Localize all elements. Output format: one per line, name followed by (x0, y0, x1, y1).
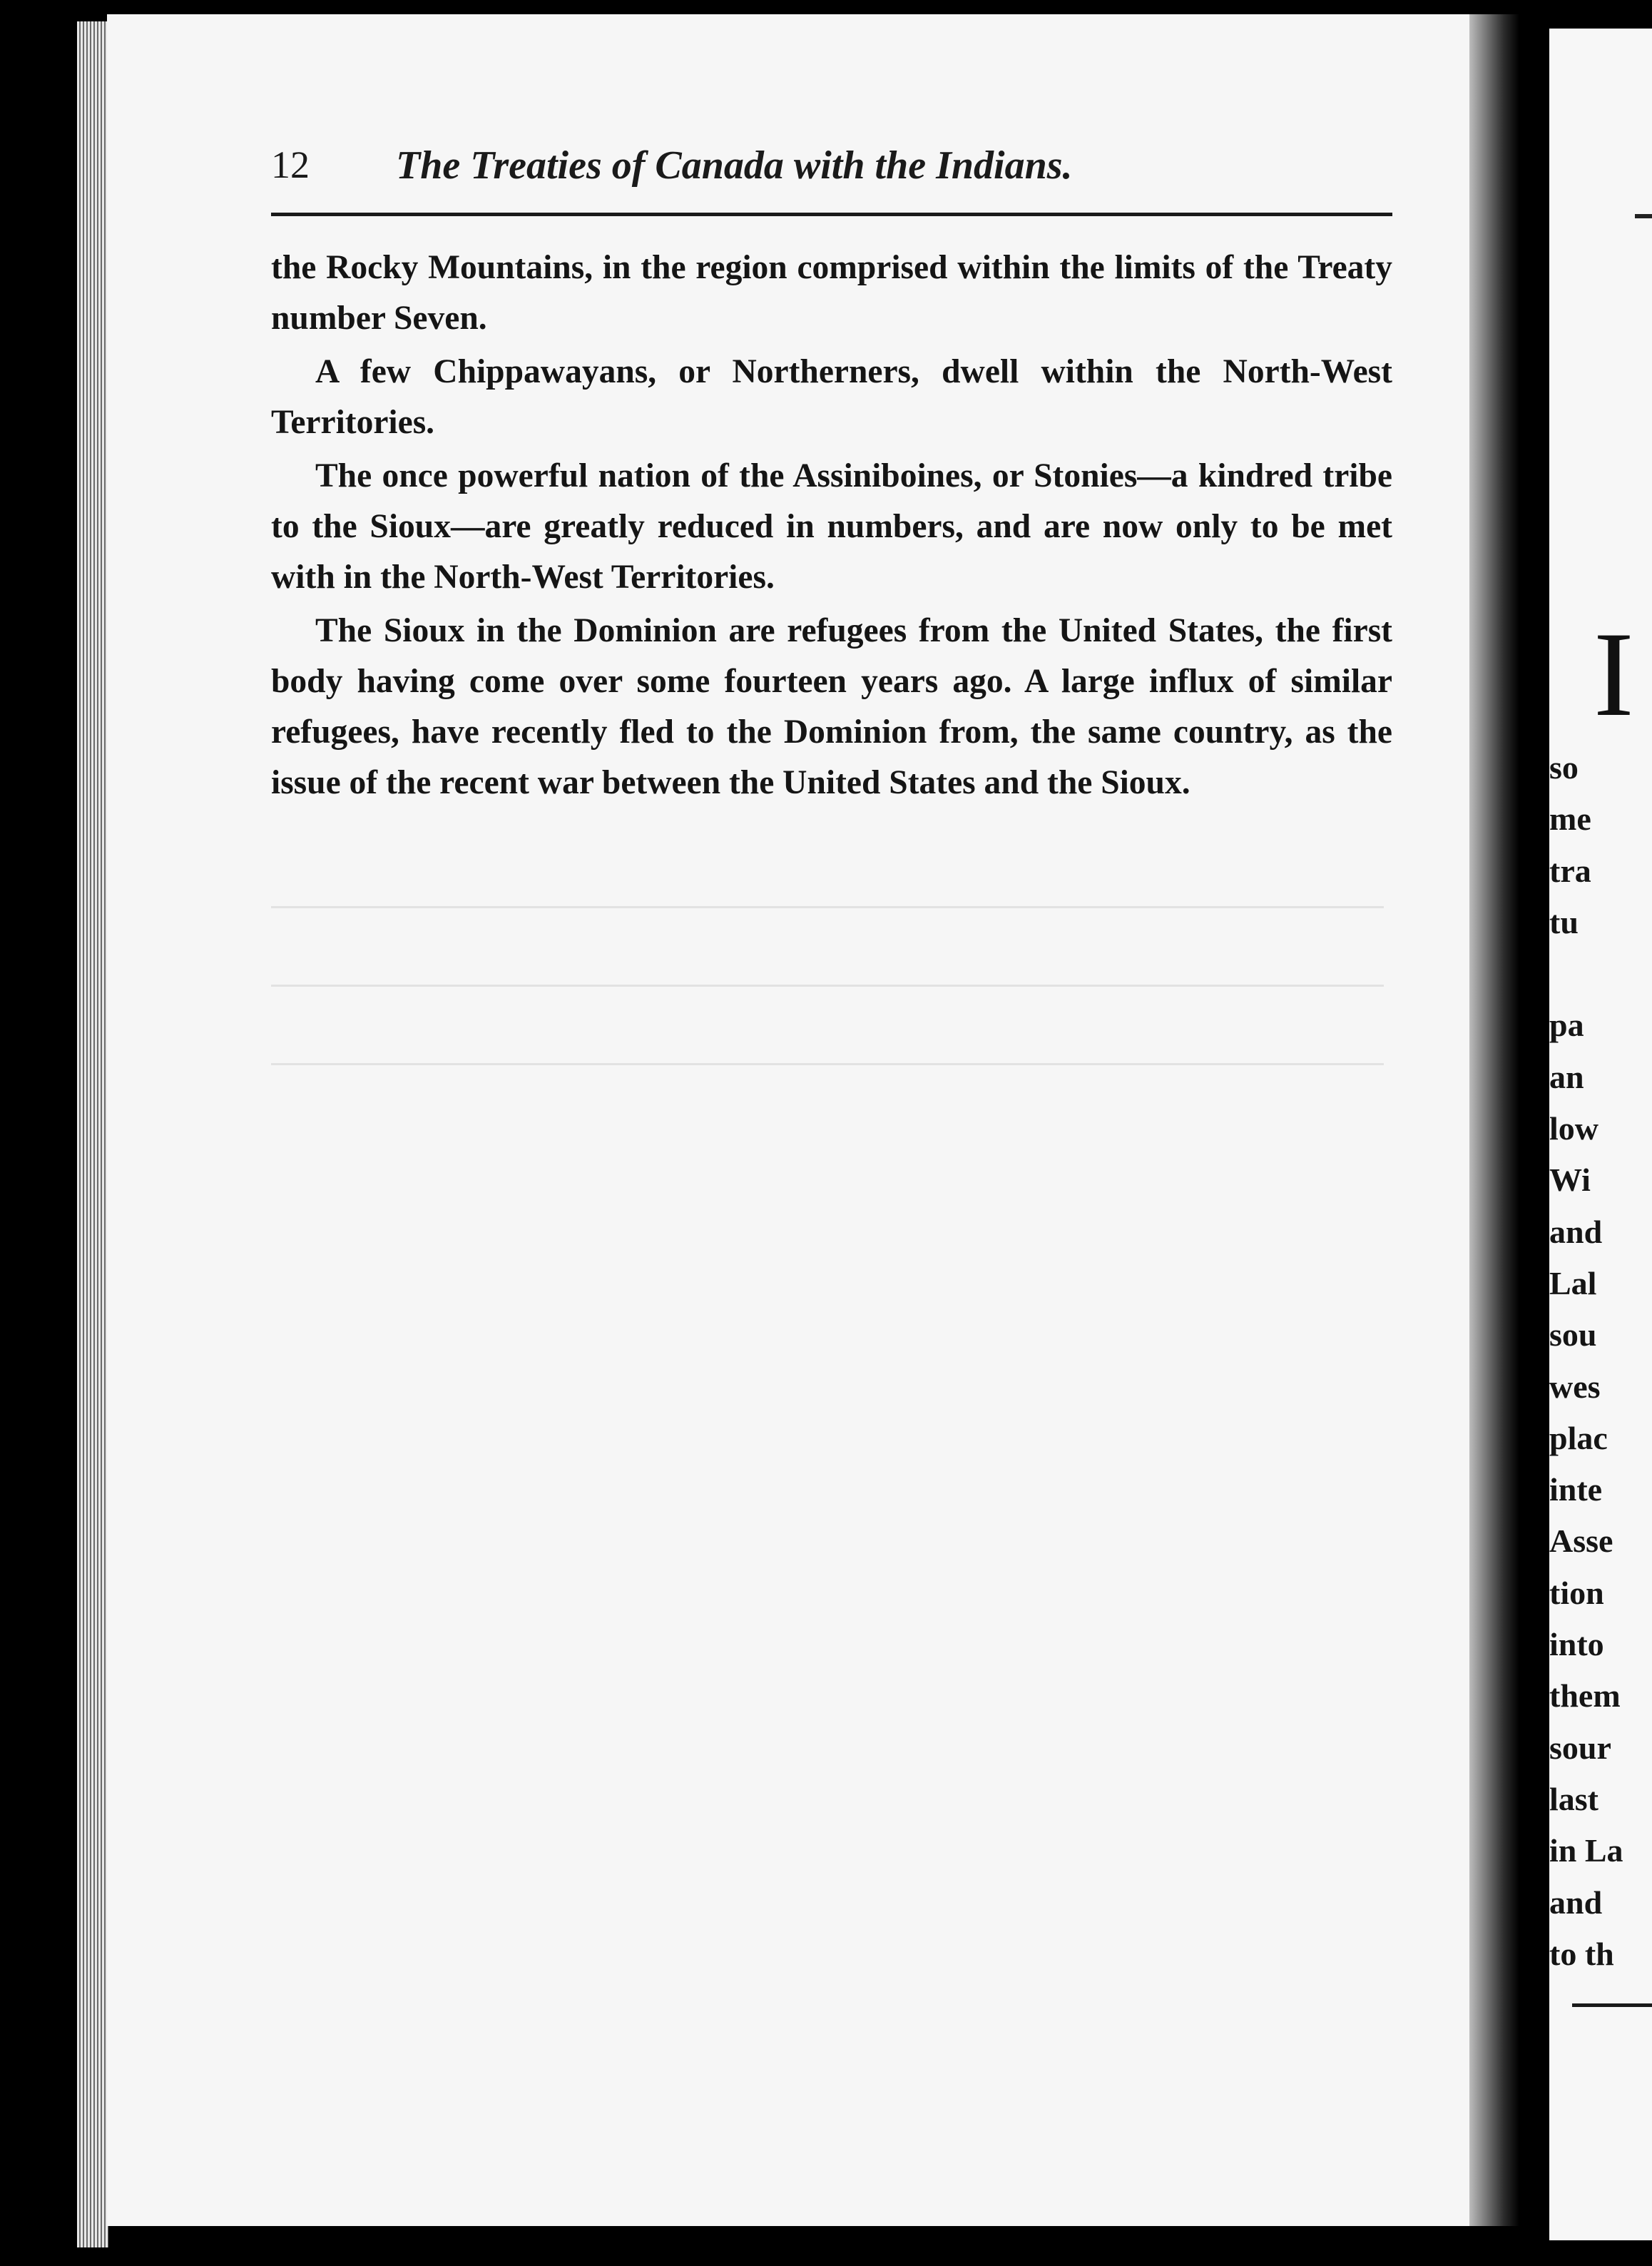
header-rule (271, 213, 1392, 216)
line-fragment: Lal (1549, 1264, 1597, 1301)
line-fragment: and (1549, 1884, 1603, 1921)
running-head: The Treaties of Canada with the Indians. (396, 143, 1073, 188)
line-fragment: tra (1549, 852, 1591, 889)
paragraph: A few Chippawayans, or Northerners, dwell within the North-West Territories. (271, 353, 1392, 441)
right-page (1549, 29, 1652, 2240)
page-edges (77, 21, 108, 2247)
body-text (271, 243, 1392, 811)
drop-cap: I (1594, 607, 1634, 741)
line-fragment: wes (1549, 1368, 1601, 1405)
line-fragment: in La (1549, 1832, 1623, 1869)
line-fragment: so (1549, 749, 1579, 786)
line-fragment (1549, 948, 1652, 1000)
line-fragment: tu (1549, 903, 1579, 940)
right-footer-rule (1572, 2003, 1652, 2007)
right-header-mark (1635, 214, 1652, 218)
line-fragment: an (1549, 1058, 1584, 1095)
line-fragment: low (1549, 1110, 1599, 1147)
page-header (271, 143, 1398, 193)
line-fragment: sou (1549, 1316, 1597, 1353)
line-fragment: Wi (1549, 1162, 1591, 1199)
line-fragment: them (1549, 1677, 1621, 1714)
gutter-shadow (1469, 14, 1519, 2226)
right-page-lines (1549, 742, 1652, 1980)
line-fragment: tion (1549, 1574, 1604, 1611)
line-fragment: plac (1549, 1419, 1608, 1456)
line-fragment: and (1549, 1213, 1603, 1250)
line-fragment: pa (1549, 1007, 1584, 1044)
line-fragment: sour (1549, 1729, 1611, 1766)
line-fragment: Asse (1549, 1523, 1613, 1560)
line-fragment: me (1549, 801, 1591, 838)
line-fragment: into (1549, 1626, 1604, 1663)
line-fragment: last (1549, 1780, 1599, 1817)
line-fragment: inte (1549, 1471, 1603, 1508)
paragraph: The once powerful nation of the Assiniboines, or Stonies—a kindred tribe to the Sioux—are greatly reduced in numbers, and are now only to be met with in the North-West Territories. (271, 457, 1392, 596)
page-number: 12 (271, 143, 310, 186)
line-fragment: to th (1549, 1935, 1614, 1972)
show-through (271, 1063, 1384, 1065)
paragraph: The Sioux in the Dominion are refugees from the United States, the first body having come over some fourteen years ago. A large influx of similar refugees, have recently fled to the Dominion from, the same country, as the issue of the recent war between the United States and the Sioux. (271, 612, 1392, 801)
show-through (271, 985, 1384, 987)
paragraph: the Rocky Mountains, in the region comprised within the limits of the Treaty number Seven. (271, 249, 1392, 337)
show-through (271, 906, 1384, 908)
